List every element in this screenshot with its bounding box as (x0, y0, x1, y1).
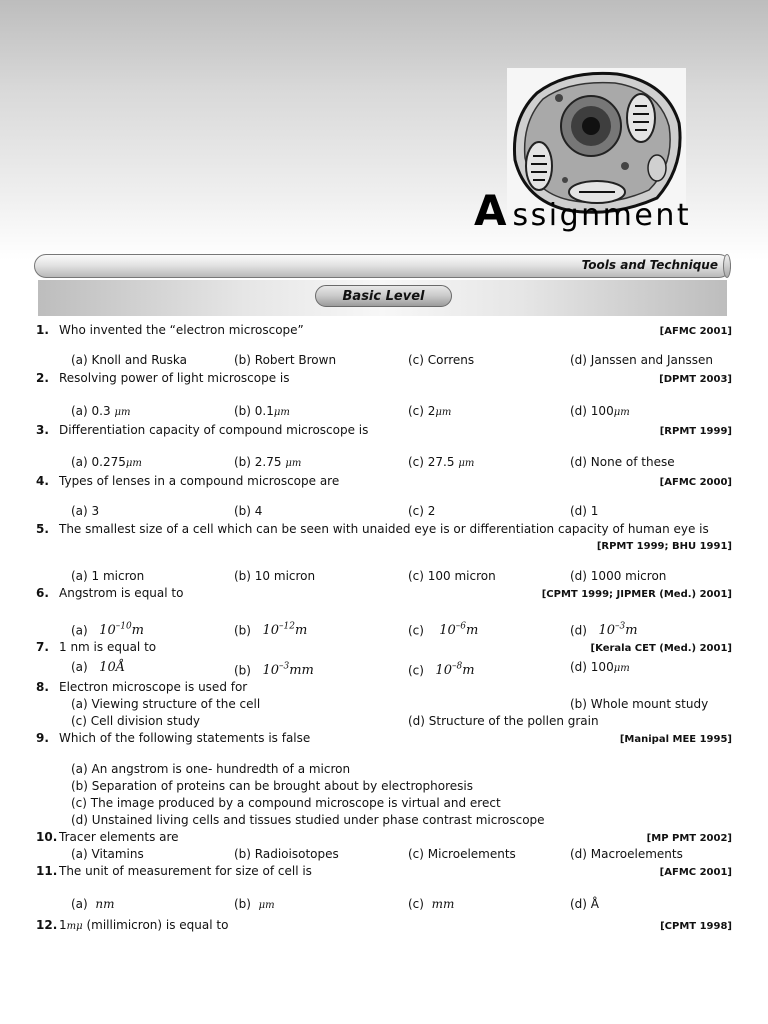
option-a: (a) 3 (71, 504, 100, 518)
banner-cap (723, 254, 731, 278)
question-source: [AFMC 2001] (659, 326, 732, 337)
option-c: (c) Correns (408, 353, 475, 367)
question-number: 6. (36, 586, 49, 600)
question-text: The smallest size of a cell which can be seen with unaided eye is or differentiation capacity of human eye is (59, 522, 709, 536)
option-c: (c) Microelements (408, 847, 516, 861)
option-d: (d) Å (570, 897, 600, 911)
question-text: Angstrom is equal to (59, 586, 184, 600)
question-text: Differentiation capacity of compound microscope is (59, 423, 369, 437)
option-a: (a) Vitamins (71, 847, 144, 861)
option-d: (d) None of these (570, 455, 675, 469)
question-number: 12. (36, 918, 58, 932)
question-text: Types of lenses in a compound microscope are (59, 474, 340, 488)
option-b: (b) μm (234, 897, 275, 911)
question-source: [MP PMT 2002] (646, 833, 732, 844)
question-number: 8. (36, 680, 49, 694)
option-d: (d) $10^{-3}m$ (570, 622, 638, 639)
option-b: (b) 10 micron (234, 569, 316, 583)
option-d: (d) Unstained living cells and tissues studied under phase contrast microscope (71, 813, 545, 827)
option-d: (d) 1000 micron (570, 569, 667, 583)
question-text: Which of the following statements is false (59, 731, 311, 745)
question-source: [Kerala CET (Med.) 2001] (590, 643, 732, 654)
option-b: (b) 0.1μm (234, 404, 290, 418)
section-banner (34, 254, 731, 278)
option-d: (d) 100μm (570, 404, 630, 418)
option-c: (c) Cell division study (71, 714, 201, 728)
option-c: (c) mm (408, 897, 455, 911)
option-a: (a) nm (71, 897, 115, 911)
option-c: (c) The image produced by a compound microscope is virtual and erect (71, 796, 501, 810)
level-badge: Basic Level (315, 285, 452, 307)
option-b: (b) Robert Brown (234, 353, 337, 367)
option-a: (a) $10^{-10}m$ (71, 622, 144, 639)
option-a: (a) 0.275μm (71, 455, 142, 469)
question-number: 3. (36, 423, 49, 437)
question-source: [Manipal MEE 1995] (619, 734, 732, 745)
option-c: (c) 2μm (408, 404, 452, 418)
page-title (474, 186, 691, 236)
option-b: (b) Radioisotopes (234, 847, 339, 861)
option-a: (a) 0.3 μm (71, 404, 131, 418)
option-b: (b) 4 (234, 504, 263, 518)
question-text: Tracer elements are (59, 830, 179, 844)
option-d: (d) Macroelements (570, 847, 683, 861)
question-source: [RPMT 1999] (659, 426, 732, 437)
option-d: (d) Structure of the pollen grain (408, 714, 599, 728)
option-c: (c) 100 micron (408, 569, 496, 583)
question-source: [AFMC 2000] (659, 477, 732, 488)
option-d: (d) Janssen and Janssen (570, 353, 713, 367)
question-number: 9. (36, 731, 49, 745)
option-d: (d) 1 (570, 504, 599, 518)
option-a: (a) An angstrom is one- hundredth of a micron (71, 762, 351, 776)
option-b: (b) 2.75 μm (234, 455, 302, 469)
option-a: (a) 10Å (71, 660, 126, 675)
option-b: (b) $10^{-3}mm$ (234, 662, 314, 679)
option-a: (a) Knoll and Ruska (71, 353, 187, 367)
question-text: Who invented the “electron microscope” (59, 323, 304, 337)
question-number: 7. (36, 640, 49, 654)
option-c: (c) 2 (408, 504, 436, 518)
question-source: [CPMT 1998] (660, 921, 732, 932)
option-c: (c) $10^{-8}m$ (408, 662, 475, 679)
question-number: 4. (36, 474, 49, 488)
question-text: 1mμ (millimicron) is equal to (59, 918, 229, 932)
question-text: Electron microscope is used for (59, 680, 248, 694)
question-source: [CPMT 1999; JIPMER (Med.) 2001] (541, 589, 732, 600)
option-a: (a) Viewing structure of the cell (71, 697, 261, 711)
section-title: Tools and Technique (581, 258, 718, 272)
option-d: (d) 100μm (570, 660, 630, 674)
option-b: (b) $10^{-12}m$ (234, 622, 308, 639)
question-number: 1. (36, 323, 49, 337)
question-source: [DPMT 2003] (659, 374, 732, 385)
question-text: The unit of measurement for size of cell is (59, 864, 312, 878)
title-rest: ssignment (512, 198, 692, 233)
question-number: 5. (36, 522, 49, 536)
title-initial: A (474, 186, 507, 235)
question-number: 10. (36, 830, 58, 844)
question-source: [AFMC 2001] (659, 867, 732, 878)
question-number: 2. (36, 371, 49, 385)
option-b: (b) Separation of proteins can be brought about by electrophoresis (71, 779, 473, 793)
question-source: [RPMT 1999; BHU 1991] (596, 541, 732, 552)
option-c: (c) $10^{-6}m$ (408, 622, 479, 639)
option-a: (a) 1 micron (71, 569, 145, 583)
question-number: 11. (36, 864, 58, 878)
option-b: (b) Whole mount study (570, 697, 709, 711)
option-c: (c) 27.5 μm (408, 455, 475, 469)
question-text: Resolving power of light microscope is (59, 371, 290, 385)
question-text: 1 nm is equal to (59, 640, 157, 654)
